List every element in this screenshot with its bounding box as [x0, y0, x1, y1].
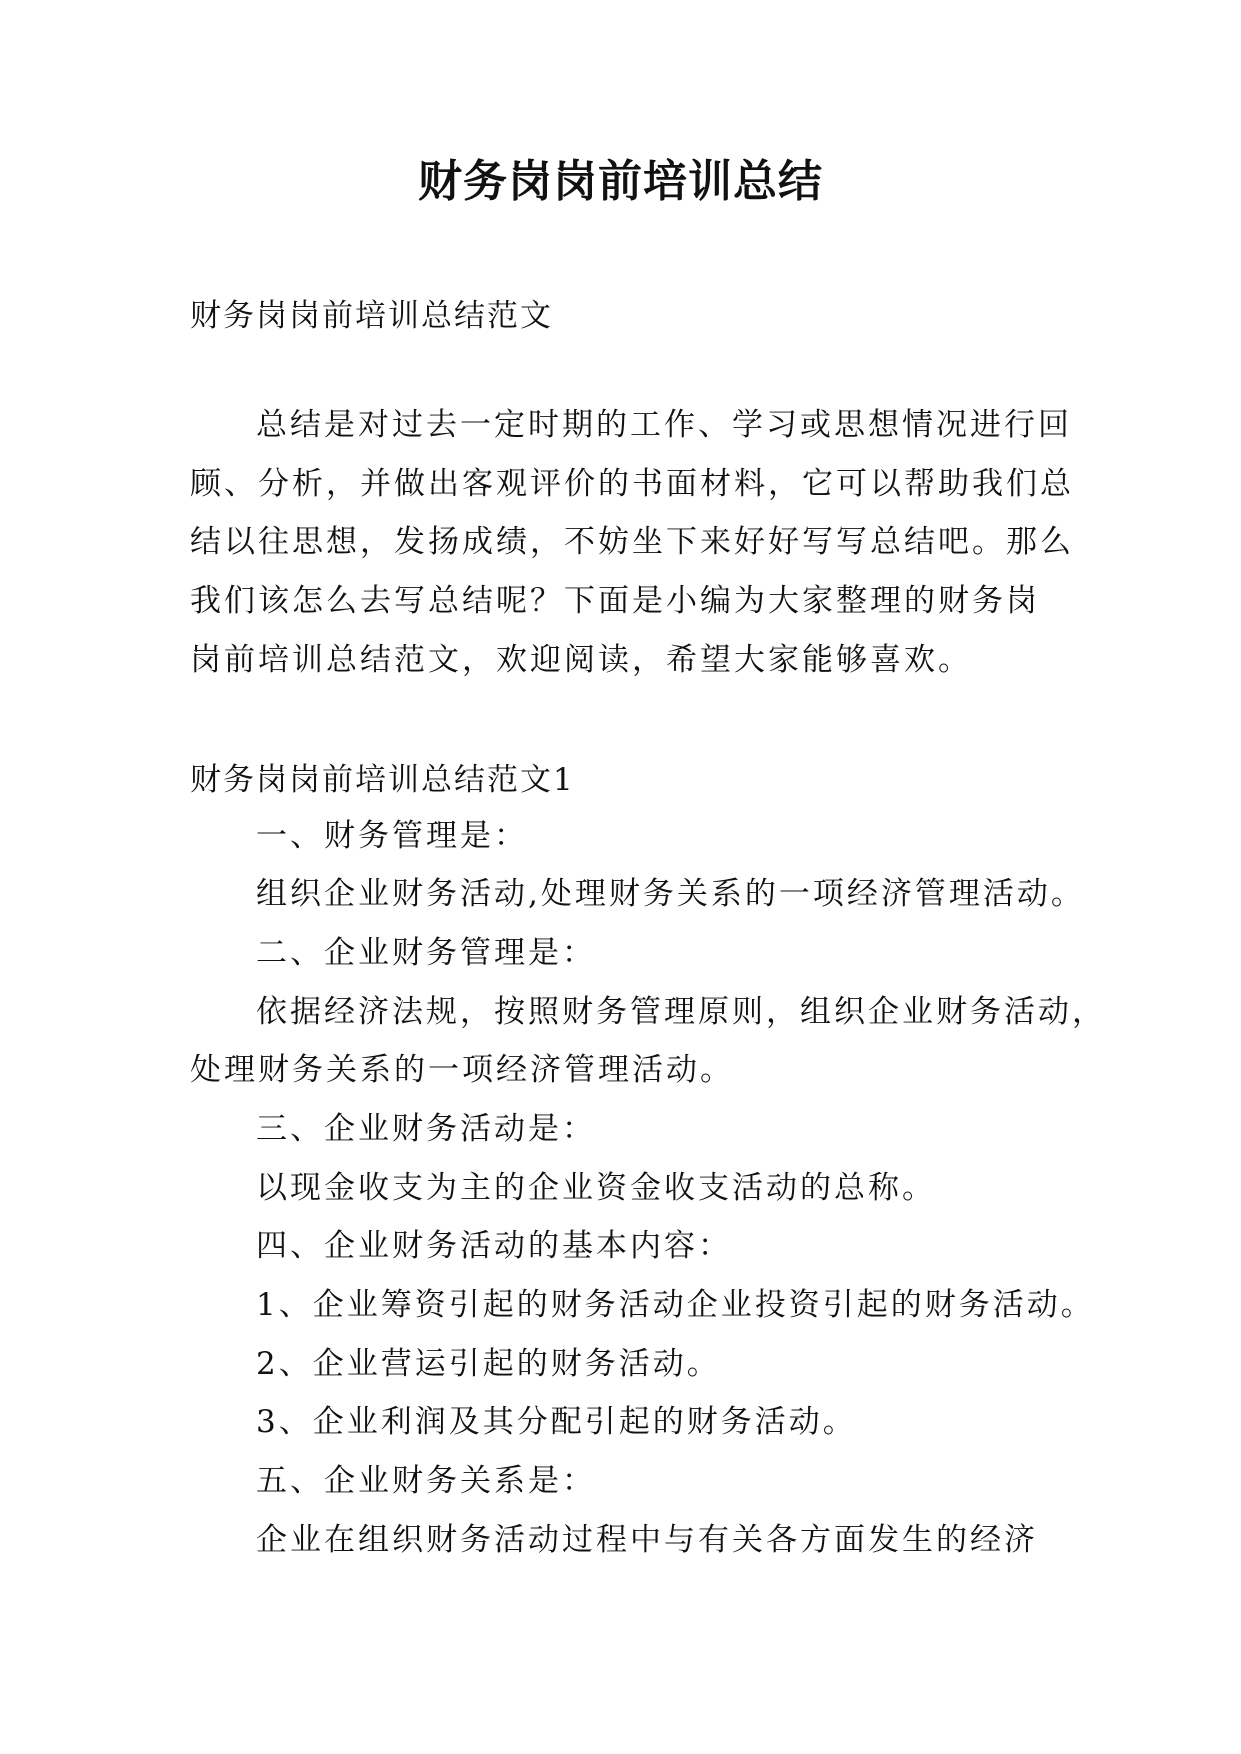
- body-line: 2、企业营运引起的财务活动。: [256, 1346, 721, 1382]
- intro-line: 顾、分析，并做出客观评价的书面材料，它可以帮助我们总: [190, 466, 1074, 502]
- body-line: 一、财务管理是：: [256, 818, 528, 854]
- body-line: 企业在组织财务活动过程中与有关各方面发生的经济: [256, 1522, 1038, 1558]
- body-line: 五、企业财务关系是：: [256, 1463, 596, 1499]
- body-line: 1、企业筹资引起的财务活动企业投资引起的财务活动。: [256, 1287, 1095, 1323]
- body-line: 二、企业财务管理是：: [256, 935, 596, 971]
- body-line: 四、企业财务活动的基本内容：: [256, 1228, 732, 1264]
- body-line: 处理财务关系的一项经济管理活动。: [190, 1052, 734, 1088]
- intro-line: 总结是对过去一定时期的工作、学习或思想情况进行回: [256, 407, 1072, 443]
- body-line: 3、企业利润及其分配引起的财务活动。: [256, 1404, 857, 1440]
- document-title: 财务岗岗前培训总结: [418, 156, 823, 207]
- section-heading: 财务岗岗前培训总结范文1: [190, 762, 575, 798]
- intro-line: 岗前培训总结范文，欢迎阅读，希望大家能够喜欢。: [190, 642, 972, 678]
- document-subtitle: 财务岗岗前培训总结范文: [190, 298, 553, 334]
- body-line: 依据经济法规，按照财务管理原则，组织企业财务活动，: [256, 994, 1106, 1030]
- intro-line: 我们该怎么去写总结呢？下面是小编为大家整理的财务岗: [190, 583, 1040, 619]
- body-line: 三、企业财务活动是：: [256, 1111, 596, 1147]
- intro-line: 结以往思想，发扬成绩，不妨坐下来好好写写总结吧。那么: [190, 524, 1074, 560]
- body-line: 以现金收支为主的企业资金收支活动的总称。: [256, 1170, 936, 1206]
- body-line: 组织企业财务活动,处理财务关系的一项经济管理活动。: [256, 876, 1085, 912]
